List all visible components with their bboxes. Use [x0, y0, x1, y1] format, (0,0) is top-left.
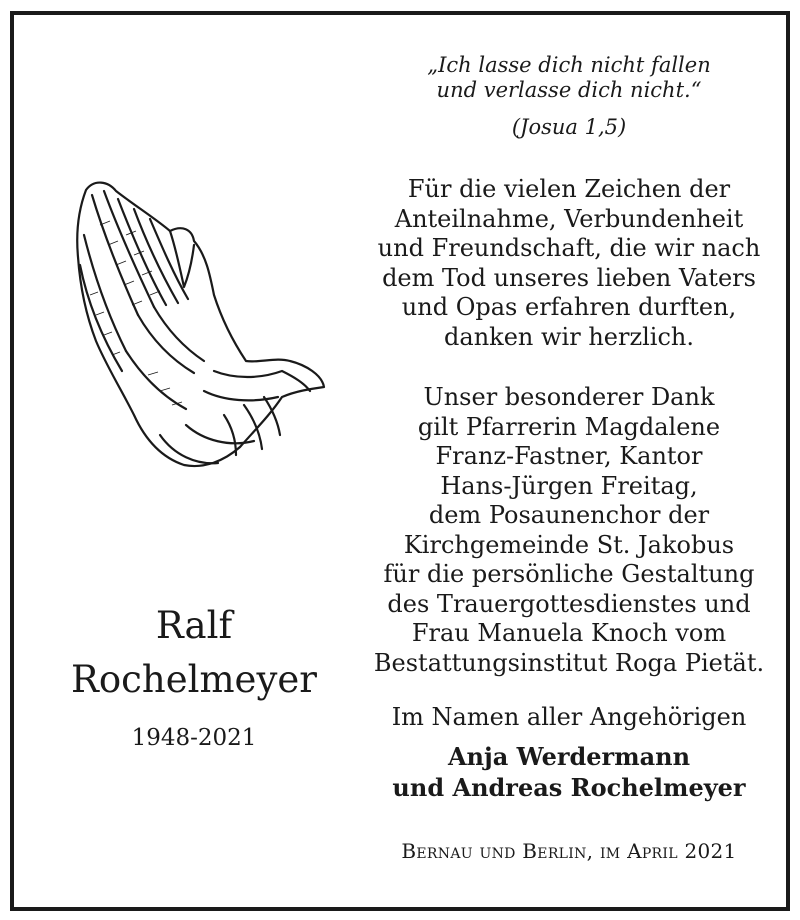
quote-line-2: und verlasse dich nicht.“ [436, 78, 702, 102]
thanks-line: danken wir herzlich. [444, 322, 694, 351]
special-thanks-line: des Trauergottesdienstes und [387, 589, 751, 618]
right-column [359, 15, 779, 907]
special-thanks-line: dem Posaunenchor der [428, 501, 710, 529]
special-thanks-paragraph [359, 383, 779, 678]
special-thanks-line: Unser besonderer Dank [423, 383, 715, 411]
thanks-line: und Opas erfahren durften, [401, 293, 737, 321]
thanks-line: und Freundschaft, die wir nach [377, 234, 761, 262]
signature-name-2: und Andreas Rochelmeyer [392, 773, 746, 802]
deceased-last-name: Rochelmeyer [71, 658, 317, 701]
thanks-line: dem Tod unseres lieben Vaters [382, 263, 756, 292]
special-thanks-line: Bestattungsinstitut Roga Pietät. [373, 648, 765, 677]
deceased-years: 1948-2021 [131, 725, 257, 751]
quote-line-1: „Ich lasse dich nicht fallen [427, 53, 711, 77]
thanks-line: Für die vielen Zeichen der [407, 175, 731, 203]
thanks-line: Anteilnahme, Verbundenheit [394, 204, 744, 233]
signature-intro: Im Namen aller Angehörigen [391, 703, 747, 731]
quote-reference: (Josua 1,5) [511, 115, 627, 139]
special-thanks-line: Hans-Jürgen Freitag, [440, 471, 698, 500]
deceased-first-name: Ralf [155, 604, 233, 647]
special-thanks-line: Frau Manuela Knoch vom [411, 619, 727, 647]
special-thanks-line: Franz-Fastner, Kantor [435, 442, 703, 470]
special-thanks-line: für die persönliche Gestaltung [383, 560, 755, 588]
thanks-paragraph [359, 175, 779, 352]
special-thanks-line: Kirchgemeinde St. Jakobus [403, 530, 735, 559]
special-thanks-line: gilt Pfarrerin Magdalene [417, 412, 721, 441]
obituary-frame [10, 11, 790, 911]
left-column [14, 15, 384, 907]
signature-name-1: Anja Werdermann [447, 742, 691, 771]
praying-hands-icon [64, 165, 329, 485]
place-date: Bernau und Berlin, im April 2021 [401, 839, 737, 863]
